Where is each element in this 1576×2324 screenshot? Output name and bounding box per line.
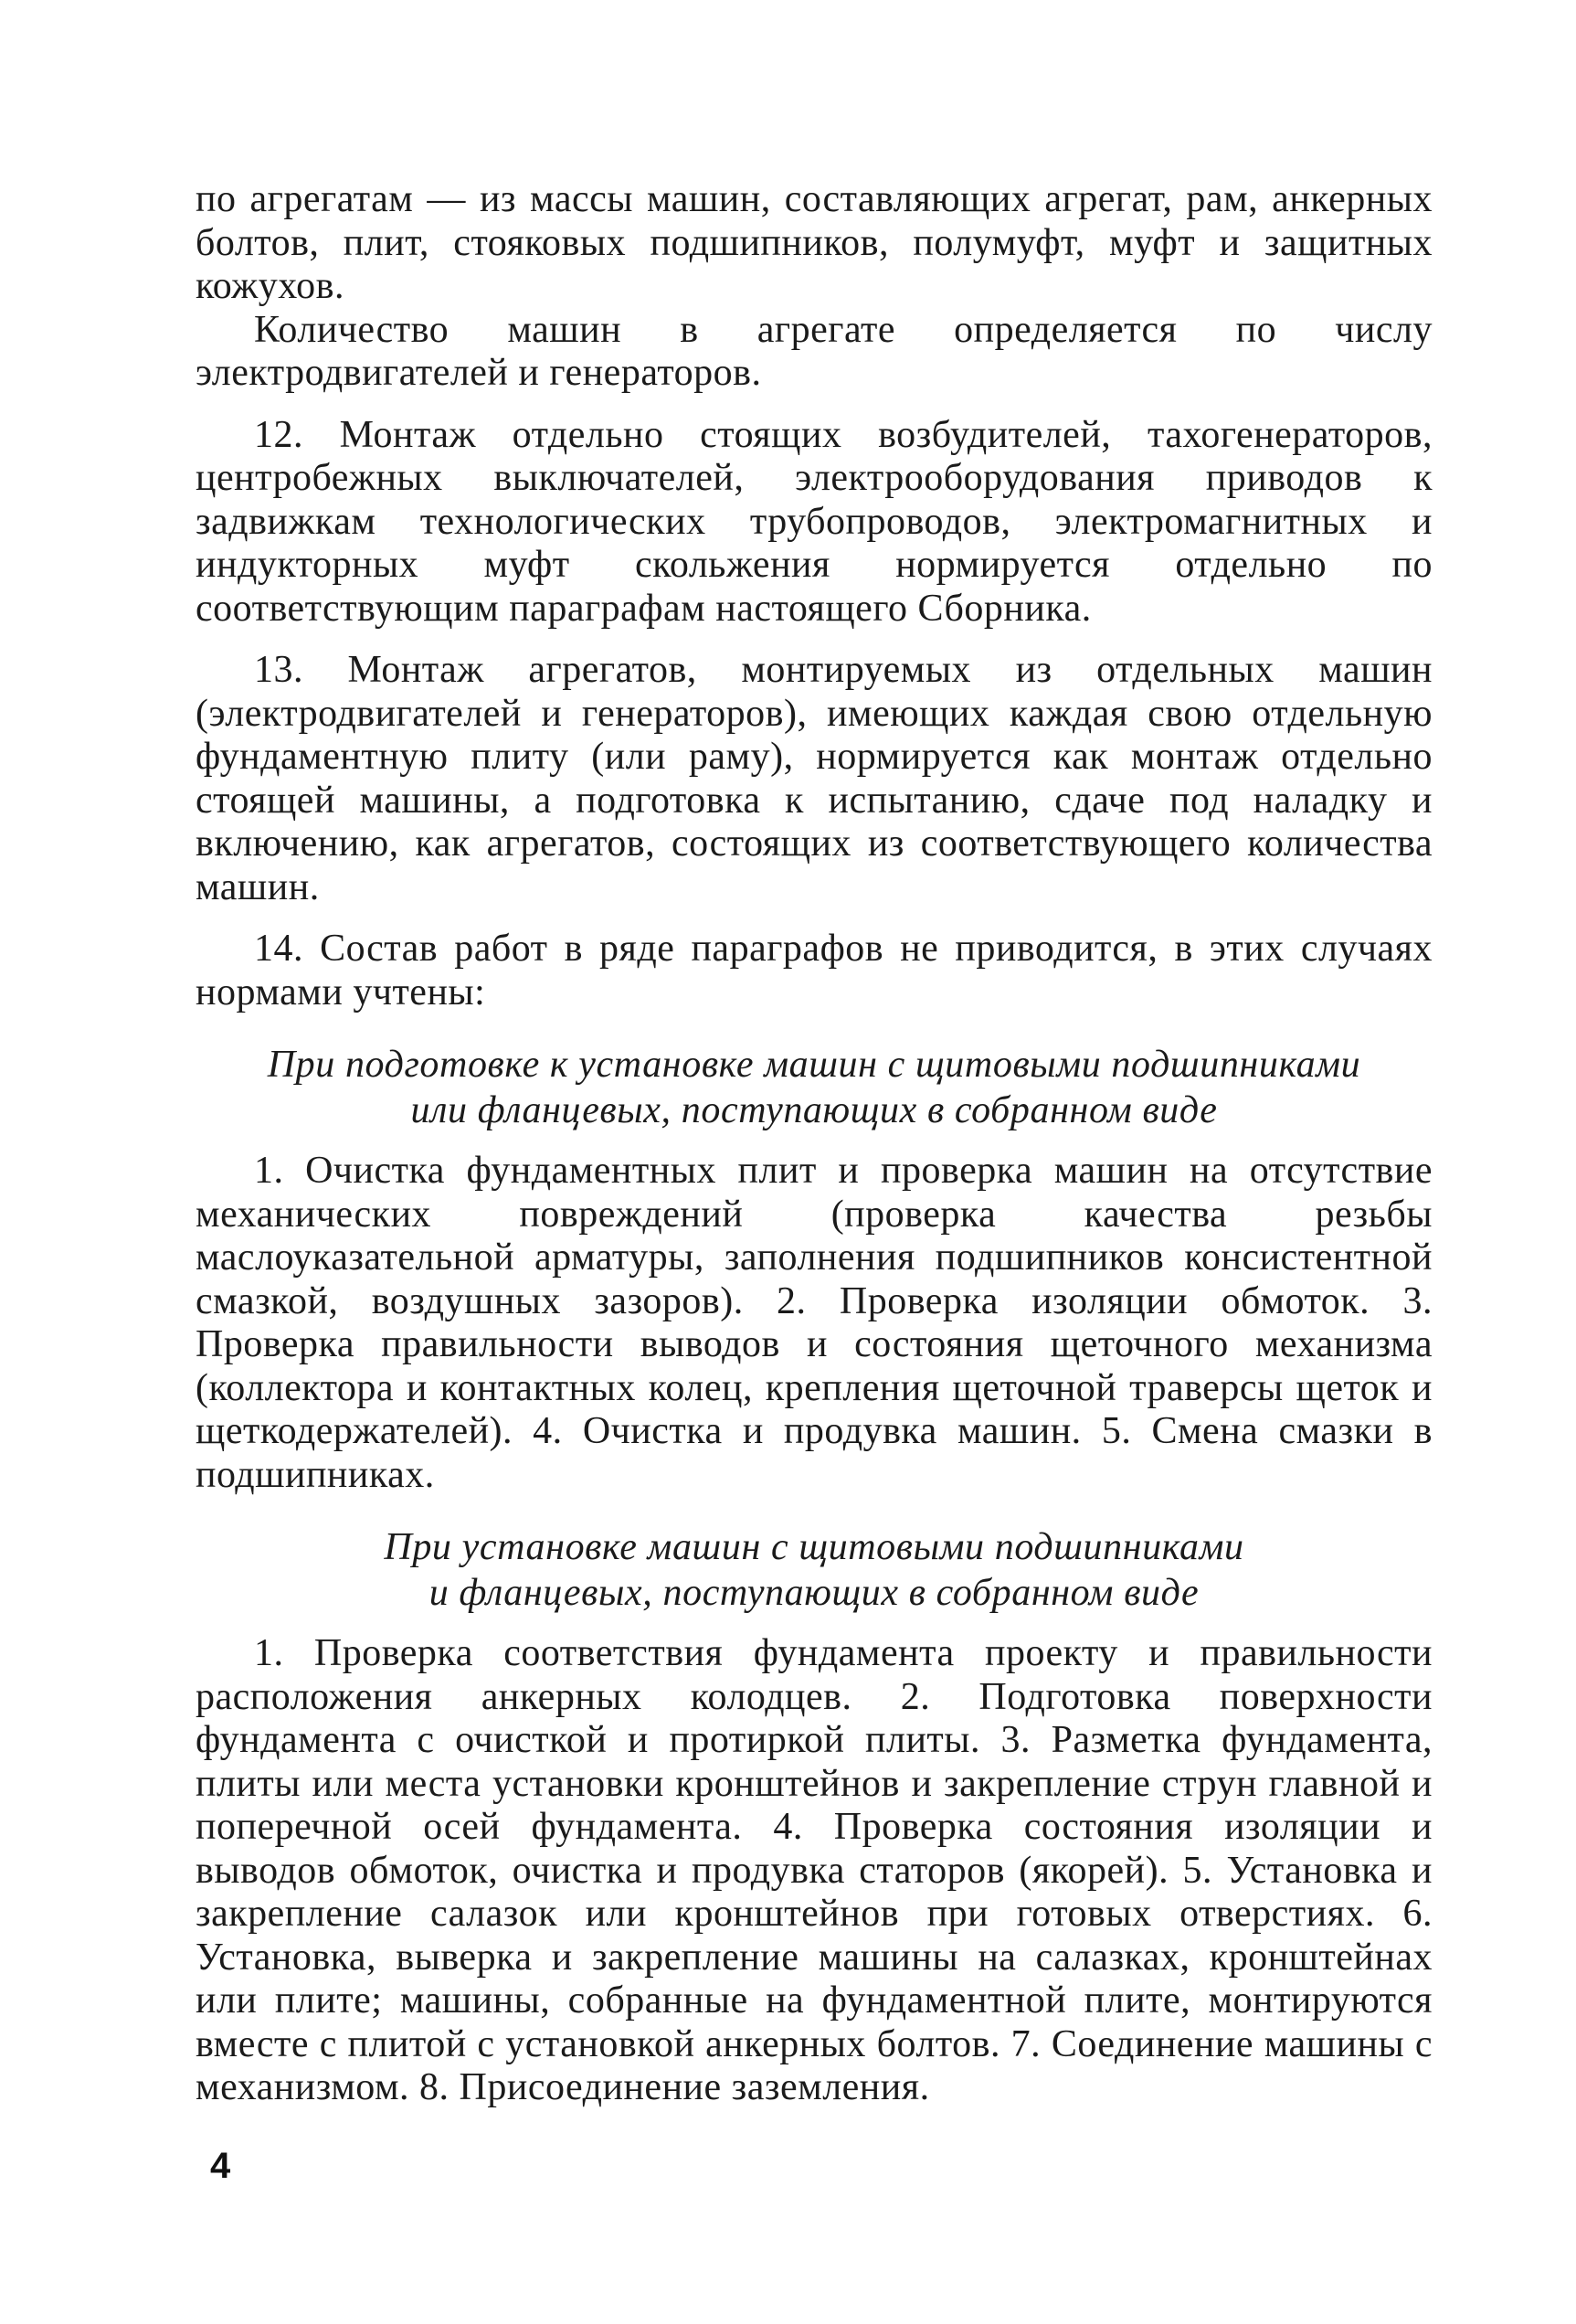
numbered-item-14	[196, 928, 1433, 1014]
item-text: Монтаж отдельно стоящих возбудителей, тахогенераторов, центробежных выключателей, электрооборудования приводов к задвижкам технологических трубопроводов, электромагнитных и индукторных муфт скольжения нормируется отдельно по соответствующим параграфам настоящего Сборника.	[196, 413, 1433, 630]
document-page	[196, 178, 1433, 2110]
item-number: 13.	[254, 649, 303, 691]
numbered-item-13	[196, 649, 1433, 909]
section-text-preparation: 1. Очистка фундаментных плит и проверка машин на отсутствие механических повреждений (проверка качества резьбы маслоуказательной арматуры, заполнения подшипников консистентной смазкой, воздушных зазоров). 2. Проверка изоляции обмоток. 3. Проверка правильности выводов и состояния щеточного механизма (коллектора и контактных колец, крепления щеточной траверсы щеток и щеткодержателей). 4. Очистка и продувка машин. 5. Смена смазки в подшипниках.	[196, 1150, 1433, 1496]
section-heading-line: или фланцевых, поступающих в собранном виде	[410, 1089, 1218, 1131]
item-text: Состав работ в ряде параграфов не приводится, в этих случаях нормами учтены:	[196, 928, 1433, 1013]
intro-paragraph-1: по агрегатам — из массы машин, составляющих агрегат, рам, анкерных болтов, плит, стояковых подшипников, полумуфт, муфт и защитных кожухов.	[196, 178, 1433, 307]
page-number: 4	[210, 2146, 231, 2186]
section-heading-line: При подготовке к установке машин с щитовыми подшипниками	[267, 1044, 1361, 1086]
section-heading-installation	[196, 1524, 1433, 1616]
item-text: Монтаж агрегатов, монтируемых из отдельных машин (электродвигателей и генераторов), имеющих каждая свою отдельную фундаментную плиту (или раму), нормируется как монтаж отдельно стоящей машины, а подготовка к испытанию, сдаче под наладку и включению, как агрегатов, состоящих из соответствующего количества машин.	[196, 649, 1433, 908]
section-text-installation: 1. Проверка соответствия фундамента проекту и правильности расположения анкерных колодцев. 2. Подготовка поверхности фундамента с очисткой и протиркой плиты. 3. Разметка фундамента, плиты или места установки кронштейнов и закрепление струн главной и поперечной осей фундамента. 4. Проверка состояния изоляции и выводов обмоток, очистка и продувка статоров (якорей). 5. Установка и закрепление салазок или кронштейнов при готовых отверстиях. 6. Установка, выверка и закрепление машины на салазках, кронштейнах или плите; машины, собранные на фундаментной плите, монтируются вместе с плитой с установкой анкерных болтов. 7. Соединение машины с механизмом. 8. Присоединение заземления.	[196, 1632, 1433, 2108]
item-number: 14.	[254, 928, 303, 970]
item-number: 12.	[254, 413, 303, 456]
numbered-item-12	[196, 414, 1433, 631]
intro-paragraph-2: Количество машин в агрегате определяется по числу электродвигателей и генераторов.	[196, 308, 1433, 394]
section-heading-line: При установке машин с щитовыми подшипниками	[384, 1526, 1244, 1568]
section-heading-line: и фланцевых, поступающих в собранном виде	[428, 1572, 1200, 1614]
section-heading-preparation	[196, 1042, 1433, 1133]
